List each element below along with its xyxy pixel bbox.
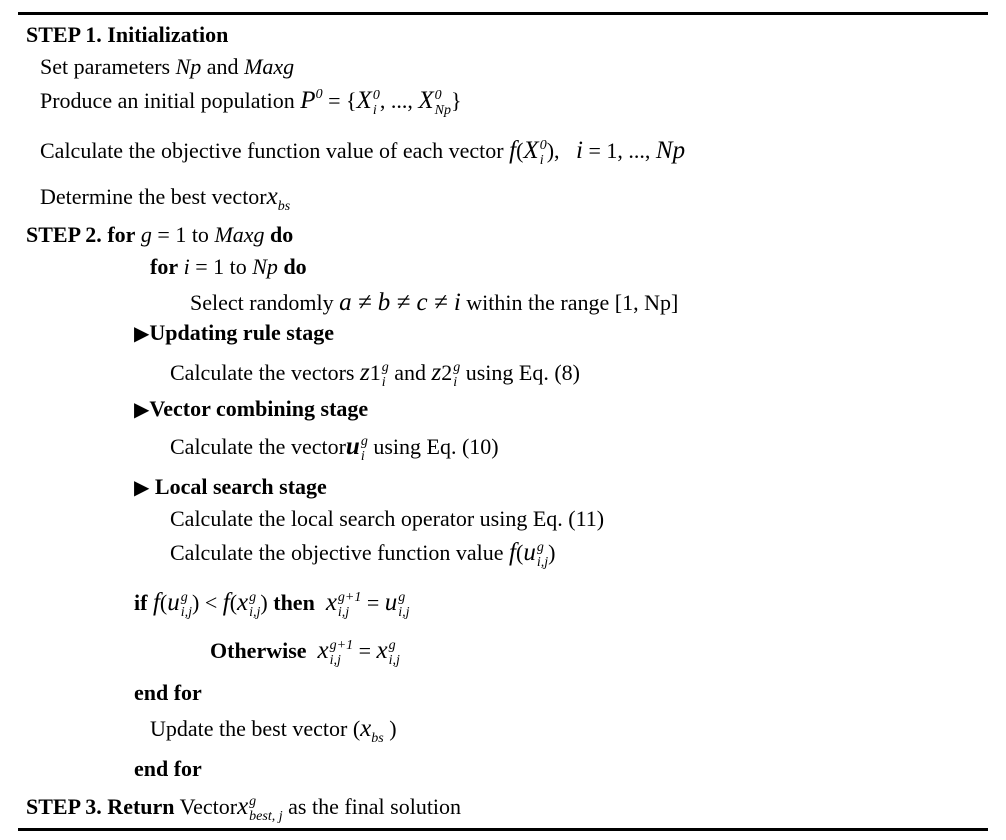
- update-best-expression: ($x_{bs}$ ): [352, 715, 397, 746]
- inner-loop: for i = 1 to Np do: [150, 254, 307, 279]
- outer-loop-expression: for g = 1 to Maxg do: [107, 222, 294, 247]
- top-rule: [18, 12, 988, 15]
- otherwise-expression: x g+1 i,j = x g i,j: [317, 637, 400, 668]
- if-condition-expression: f(u g i,j ) < f(x g i,j ): [152, 589, 268, 620]
- vectors-expression: z1 g i and z2 g i: [359, 359, 461, 390]
- initial-population-line: Produce an initial population $P^0 = \{X$ 0 i , ..., X 0 Np }: [40, 87, 462, 118]
- vector-u-expression: u g i: [345, 433, 368, 464]
- end-for-inner: end for: [134, 680, 202, 705]
- determine-best-line: Determine the best vectorx$_{bs}$: [40, 183, 291, 214]
- stage-local-heading: ▶ Local search stage: [134, 474, 327, 499]
- triangle-bullet-icon: ▶: [134, 323, 150, 345]
- triangle-bullet-icon: ▶: [134, 399, 150, 421]
- set-parameters-line: Set parameters Np and Maxg: [40, 54, 295, 79]
- bottom-rule: [18, 828, 988, 831]
- objective-expression: f(X 0 i ), i = 1, ..., Np: [509, 137, 686, 168]
- final-vector-expression: x g best, j: [237, 793, 283, 824]
- end-for-outer: end for: [134, 756, 202, 781]
- objective-u-expression: f(u g i,j ): [509, 539, 556, 570]
- then-expression: x g+1 i,j = u g i,j: [325, 589, 410, 620]
- calc-vectors-line: Calculate the vectors z1 g i and z2 g i using Eq. (8): [170, 359, 580, 390]
- update-best-line: Update the best vector ($x_{bs}$ ): [150, 715, 397, 746]
- stage-combining-heading: ▶Vector combining stage: [134, 396, 369, 421]
- step3-line: STEP 3. Return Vectorx g best, j as the final solution: [26, 793, 462, 824]
- select-randomly-line: Select randomly a ≠ b ≠ c ≠ i within the range [1, Np]: [190, 289, 679, 316]
- population-expression: $P^0 = \{X$ 0 i , ..., X 0 Np }: [300, 87, 462, 118]
- calc-vector-line: Calculate the vectoru g i using Eq. (10): [170, 433, 499, 464]
- calc-objective-value-line: Calculate the objective function value f(u g i,j ): [170, 539, 556, 570]
- calc-local-search-line: Calculate the local search operator using Eq. (11): [170, 506, 605, 531]
- if-condition-line: if f(u g i,j ) < f(x g i,j ) then x g+1 i,j = u g i,j: [134, 589, 410, 620]
- step1-title: STEP 1. Initialization: [26, 22, 229, 47]
- step2-outer-loop: STEP 2. for g = 1 to Maxg do: [26, 222, 294, 247]
- stage-updating-heading: ▶Updating rule stage: [134, 320, 334, 345]
- otherwise-line: Otherwise x g+1 i,j = x g i,j: [210, 637, 400, 668]
- triangle-bullet-icon: ▶: [134, 477, 150, 499]
- calc-objective-line: Calculate the objective function value of each vector f(X 0 i ), i = 1, ..., Np: [40, 137, 686, 168]
